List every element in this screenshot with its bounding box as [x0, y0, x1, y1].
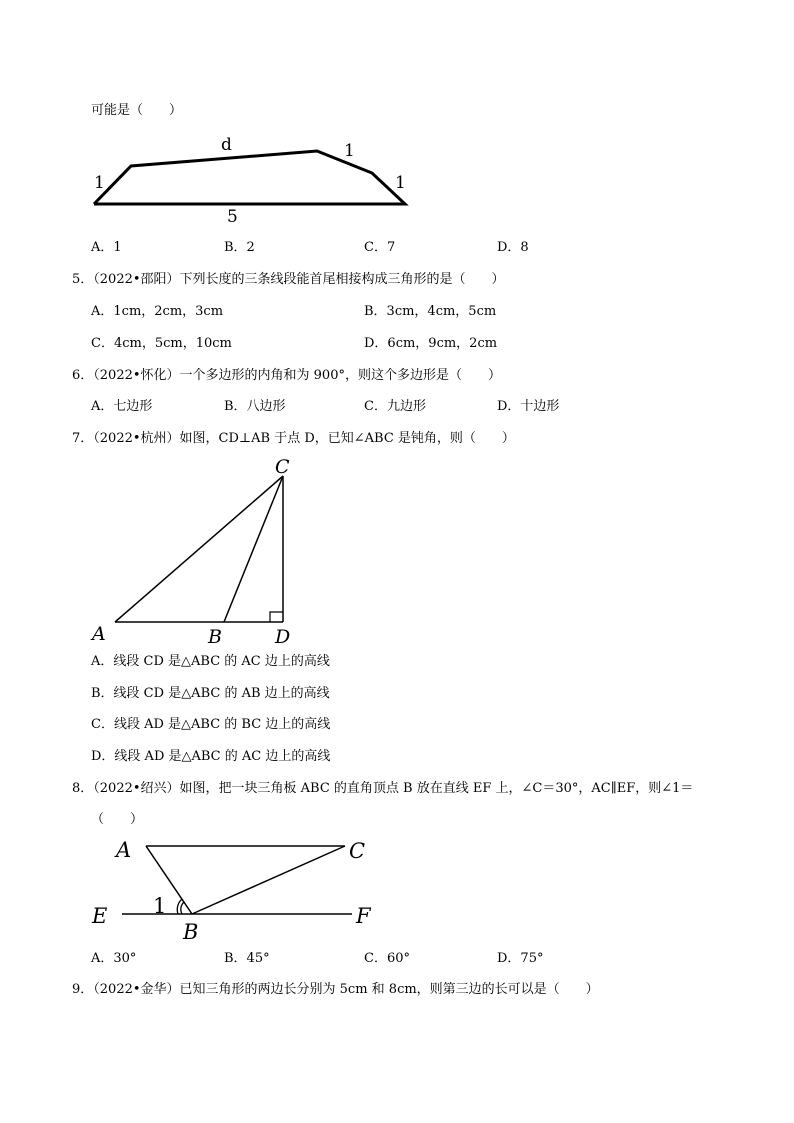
- q4-label-1-top: 1: [344, 141, 355, 161]
- q4-option-c: C．7: [364, 240, 396, 255]
- q7-label-d: D: [275, 626, 291, 648]
- q6-option-c: C．九边形: [364, 399, 426, 414]
- q9-stem: 9．（2022•金华）已知三角形的两边长分别为 5cm 和 8cm，则第三边的长可以是（ ）: [72, 982, 599, 997]
- q8-line-bc: [192, 846, 345, 914]
- q4-label-1-left: 1: [94, 173, 105, 193]
- q7-label-c: C: [275, 456, 290, 478]
- q8-label-e: E: [92, 904, 108, 928]
- q7-option-c: C．线段 AD 是△ABC 的 BC 边上的高线: [91, 717, 331, 732]
- q5-option-b: B．3cm，4cm，5cm: [364, 304, 497, 319]
- q6-option-b: B．八边形: [224, 399, 286, 414]
- q4-stem-tail: 可能是（ ）: [91, 103, 183, 118]
- q4-label-5: 5: [227, 207, 238, 227]
- q7-label-b: B: [208, 626, 222, 648]
- q8-label-f: F: [356, 904, 371, 928]
- q6-stem: 6．（2022•怀化）一个多边形的内角和为 900°，则这个多边形是（ ）: [72, 368, 501, 383]
- q5-stem: 5．（2022•邵阳）下列长度的三条线段能首尾相接构成三角形的是（ ）: [72, 272, 505, 287]
- q5-option-c: C．4cm，5cm，10cm: [91, 336, 232, 351]
- q5-option-d: D．6cm，9cm，2cm: [364, 336, 498, 351]
- q8-stem: 8．（2022•绍兴）如图，把一块三角板 ABC 的直角顶点 B 放在直线 EF 上，∠C＝30°，AC∥EF，则∠1＝: [72, 781, 694, 796]
- q5-option-a: A．1cm，2cm，3cm: [91, 304, 224, 319]
- q8-label-c: C: [349, 839, 366, 863]
- q4-option-d: D．8: [497, 240, 529, 255]
- q4-option-b: B．2: [224, 240, 255, 255]
- q8-stem-continuation: （ ）: [91, 812, 144, 827]
- q4-label-d: d: [221, 135, 232, 155]
- q4-label-1-right: 1: [395, 173, 406, 193]
- q8-label-b: B: [183, 920, 199, 944]
- q7-stem: 7．（2022•杭州）如图，CD⊥AB 于点 D，已知∠ABC 是钝角，则（ ）: [72, 431, 515, 446]
- q7-option-b: B．线段 CD 是△ABC 的 AB 边上的高线: [91, 686, 330, 701]
- q6-option-a: A．七边形: [91, 399, 153, 414]
- q4-option-a: A．1: [91, 240, 122, 255]
- q8-option-a: A．30°: [91, 951, 137, 966]
- q8-option-b: B．45°: [224, 951, 270, 966]
- q8-option-c: C．60°: [364, 951, 410, 966]
- q8-label-a: A: [116, 838, 132, 862]
- q8-label-angle-1: 1: [153, 894, 167, 918]
- q7-option-a: A．线段 CD 是△ABC 的 AC 边上的高线: [91, 654, 330, 669]
- q7-option-d: D．线段 AD 是△ABC 的 AC 边上的高线: [91, 749, 331, 764]
- q6-option-d: D．十边形: [497, 399, 560, 414]
- q8-angle-1-arc: [181, 902, 184, 914]
- q7-label-a: A: [92, 623, 106, 645]
- q8-option-d: D．75°: [497, 951, 544, 966]
